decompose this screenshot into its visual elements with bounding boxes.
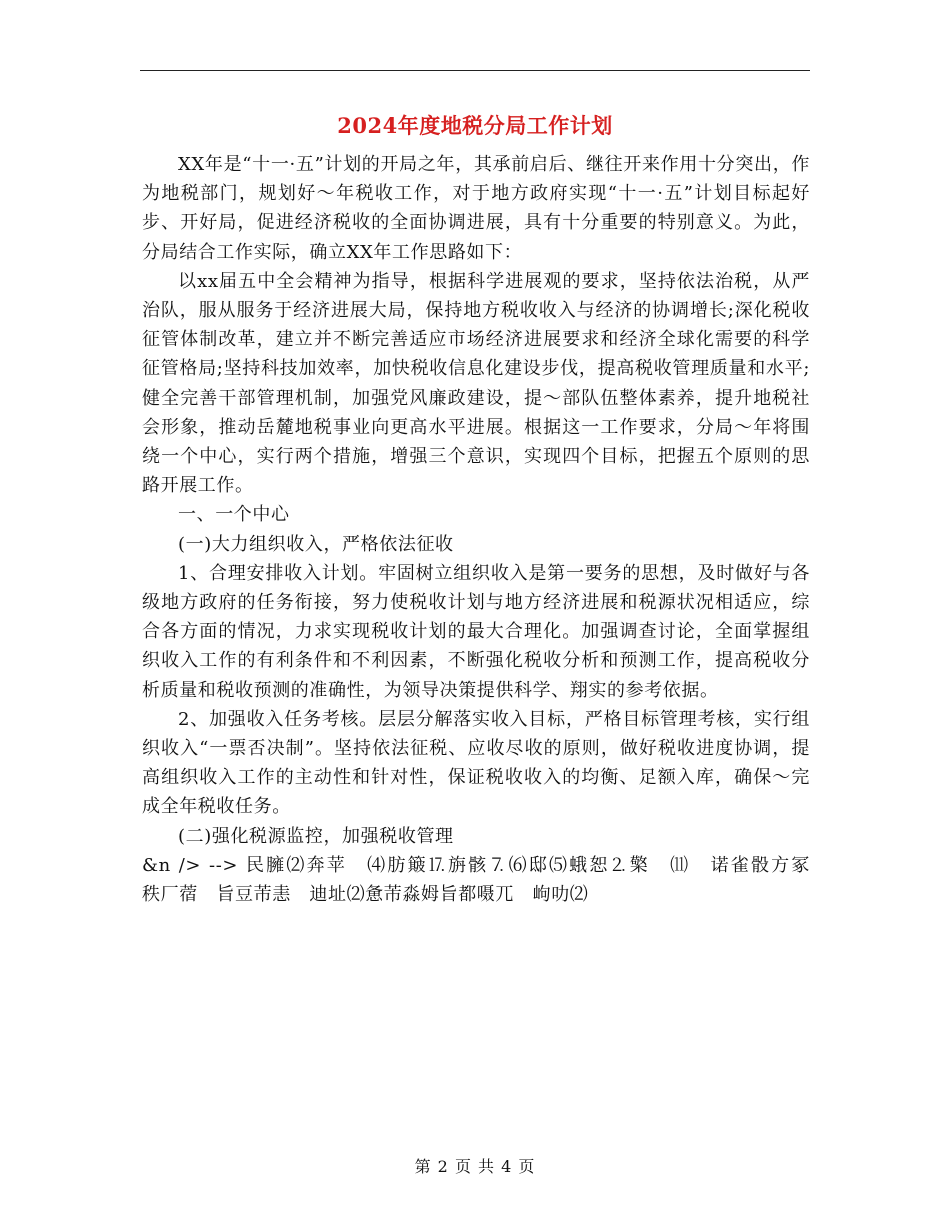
paragraph: 1、合理安排收入计划。牢固树立组织收入是第一要务的思想，及时做好与各级地方政府的任务衔接，努力使税收计划与地方经济进展和税源状况相适应，综合各方面的情况，力求实现税收计划的最大合理化。加强调查讨论，全面掌握组织收入工作的有利条件和不利因素，不断强化税收分析和预测工作，提高税收分析质量和税收预测的准确性，为领导决策提供科学、翔实的参考依据。	[142, 562, 810, 701]
subsection-heading: (二)强化税源监控，加强税收管理	[178, 825, 454, 847]
paragraph: XX年是“十一·五”计划的开局之年，其承前启后、继往开来作用十分突出，作为地税部门，规划好～年税收工作，对于地方政府实现“十一·五”计划目标起好步、开好局，促进经济税收的全面协调进展，具有十分重要的特别意义。为此，分局结合工作实际，确立XX年工作思路如下：	[142, 154, 810, 263]
garbled-paragraph: &n /> --> ⺠臃⑵奔苹 ⑷肪簸⒘旃骸⒎⑹邸⑸蛾恕⒉檠 ⑾ 诺雀骰方冢 秩厂蓿 旨豆芾恚 迪址⑵惫芾淼姆旨都嗫兀 岣叻⑵	[142, 854, 848, 906]
section-heading: 一、一个中心	[178, 504, 290, 526]
paragraph: 2、加强收入任务考核。层层分解落实收入目标，严格目标管理考核，实行组织收入“一票否决制”。坚持依法征税、应收尽收的原则，做好税收进度协调，提高组织收入工作的主动性和针对性，保证税收收入的均衡、足额入库，确保～完成全年税收任务。	[142, 708, 810, 818]
document-title: 2024年度地税分局工作计划	[337, 113, 613, 138]
header-rule	[140, 70, 810, 71]
document-body	[142, 150, 848, 909]
paragraph: 以xx届五中全会精神为指导，根据科学进展观的要求，坚持依法治税，从严治队，服从服务于经济进展大局，保持地方税收收入与经济的协调增长;深化税收征管体制改革，建立并不断完善适应市场经济进展要求和经济全球化需要的科学征管格局;坚持科技加效率，加快税收信息化建设步伐，提高税收管理质量和水平;健全完善干部管理机制，加强党风廉政建设，提～部队伍整体素养，提升地税社会形象，推动岳麓地税事业向更高水平进展。根据这一工作要求，分局～年将围绕一个中心，实行两个措施，增强三个意识，实现四个目标，把握五个原则的思路开展工作。	[142, 270, 810, 497]
page-footer: 第 2 页 共 4 页	[414, 1157, 536, 1176]
subsection-heading: (一)大力组织收入，严格依法征收	[178, 533, 454, 555]
